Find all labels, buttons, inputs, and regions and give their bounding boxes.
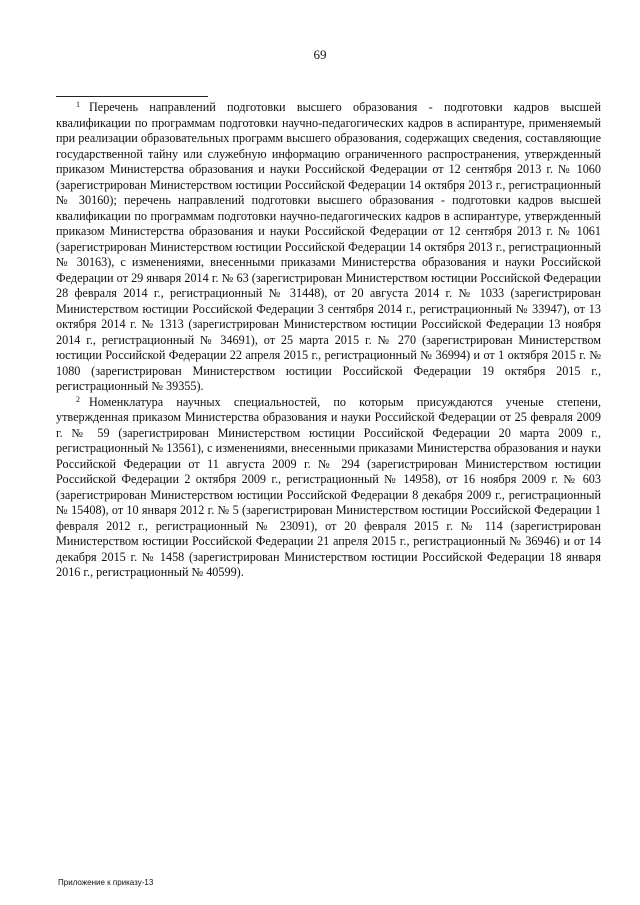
footnote-text: Перечень направлений подготовки высшего образования - подготовки кадров высшей квалификации по программам подготовки научно-педагогических кадров в аспирантуре, применяемый при реализации образовательных программ высшего образования, содержащих сведения, составляющие государственной тайну или служебную информацию ограниченного распространения, утвержденный приказом Министерства образования и науки Российской Федерации от 12 сентября 2013 г. № 1060 (зарегистрирован Министерством юстиции Российской Федерации 14 октября 2013 г., регистрационный № 30160); перечень направлений подготовки высшего образования - подготовки кадров высшей квалификации по программам подготовки научно-педагогических кадров в аспирантуре, утвержденный приказом Министерства образования и науки Российской Федерации от 12 сентября 2013 г. № 1061 (зарегистрирован Министерством юстиции Российской Федерации 14 октября 2013 г., регистрационный № 30163), с изменениями, внесенными приказами Министерства образования и науки Российской Федерации от 29 января 2014 г. № 63 (зарегистрирован Министерством юстиции Российской Федерации 28 февраля 2014 г., регистрационный № 31448), от 20 августа 2014 г. № 1033 (зарегистрирован Министерством юстиции Российской Федерации 3 сентября 2014 г., регистрационный № 33947), от 13 октября 2014 г. № 1313 (зарегистрирован Министерством юстиции Российской Федерации 13 ноября 2014 г., регистрационный № 34691), от 25 марта 2015 г. № 270 (зарегистрирован Министерством юстиции Российской Федерации 22 апреля 2015 г., регистрационный № 36994) и от 1 октября 2015 г. № 1080 (зарегистрирован Министерством юстиции Российской Федерации 19 октября 2015 г., регистрационный № 39355). [56, 100, 601, 393]
footnote-text: Номенклатура научных специальностей, по которым присуждаются ученые степени, утвержденная приказом Министерства образования и науки Российской Федерации от 25 февраля 2009 г. № 59 (зарегистрирован Министерством юстиции Российской Федерации 20 марта 2009 г., регистрационный № 13561), с изменениями, внесенными приказами Министерства образования и науки Российской Федерации от 11 августа 2009 г. № 294 (зарегистрирован Министерством юстиции Российской Федерации 2 октября 2009 г., регистрационный № 14958), от 16 ноября 2009 г. № 603 (зарегистрирован Министерством юстиции Российской Федерации 8 декабря 2009 г., регистрационный № 15408), от 10 января 2012 г. № 5 (зарегистрирован Министерством юстиции Российской Федерации 1 февраля 2012 г., регистрационный № 23091), от 20 февраля 2015 г. № 114 (зарегистрирован Министерством юстиции Российской Федерации 21 апреля 2015 г., регистрационный № 36946) и от 14 декабря 2015 г. № 1458 (зарегистрирован Министерством юстиции Российской Федерации 18 января 2016 г., регистрационный № 40599). [56, 394, 601, 579]
footnote-separator [56, 96, 208, 97]
footnote-2 [56, 395, 601, 581]
page-number: 69 [313, 47, 327, 62]
footnote-1 [56, 100, 601, 395]
footnote-marker: 1 [76, 100, 80, 109]
footer-label: Приложение к приказу-13 [58, 878, 154, 887]
footnote-marker: 2 [76, 394, 80, 404]
footnotes [56, 100, 601, 581]
